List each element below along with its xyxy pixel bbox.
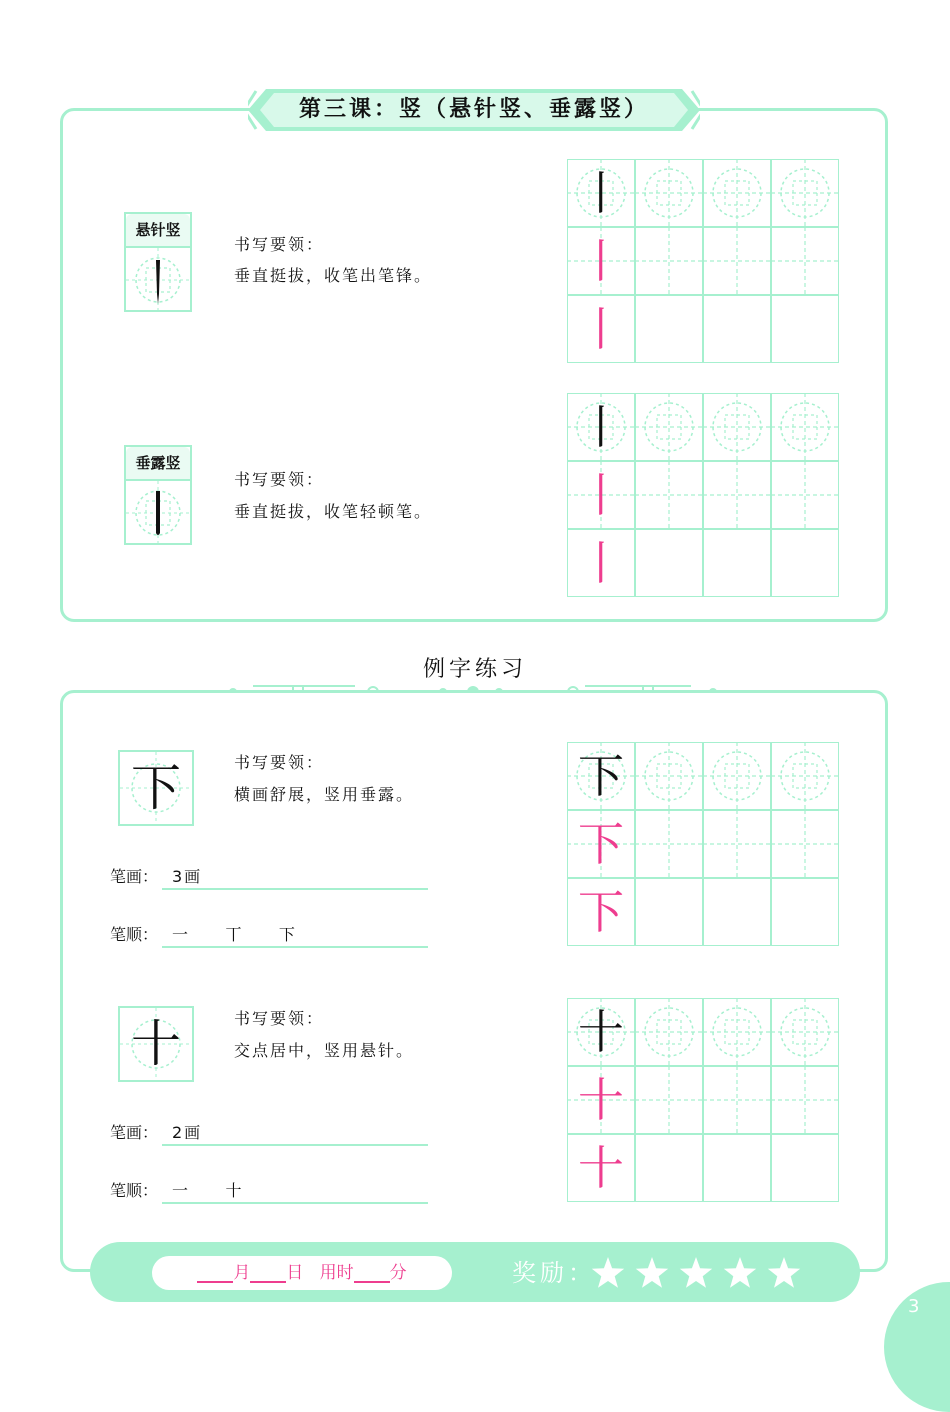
practice-glyph: 十	[578, 1073, 624, 1127]
tip-text: 交点居中，竖用悬针。	[234, 1041, 415, 1060]
practice-glyph: 下	[578, 749, 624, 803]
stroke-order-row	[110, 1178, 244, 1201]
practice-grid-shi[interactable]	[567, 998, 839, 1202]
practice-grid-chuilu[interactable]	[567, 393, 839, 597]
stroke-glyph-icon	[126, 481, 190, 545]
tip-label: 书写要领：	[234, 753, 325, 772]
tip-text: 垂直挺拔，收笔出笔锋。	[234, 266, 433, 285]
star-icon	[724, 1257, 756, 1288]
month-label: 月	[233, 1263, 251, 1283]
stroke-name: 悬针竖	[126, 214, 190, 248]
practice-glyph: 丨	[578, 468, 624, 522]
reward-label: 奖励：	[512, 1259, 596, 1287]
tip-text: 横画舒展，竖用垂露。	[234, 785, 415, 804]
stroke-count-row	[110, 1120, 203, 1143]
stroke-count-label: 笔画：	[110, 867, 159, 886]
stroke-name: 垂露竖	[126, 447, 190, 481]
practice-glyph: 丨	[578, 166, 624, 220]
practice-grid-xuanzhen[interactable]	[567, 159, 839, 363]
stroke-card-chuilu	[124, 445, 192, 545]
time-used-label: 用时	[319, 1263, 354, 1283]
stroke-order-step: 一	[172, 1181, 191, 1200]
practice-glyph: 下	[578, 817, 624, 871]
stroke-card-xuanzhen	[124, 212, 192, 312]
tip-label: 书写要领：	[234, 470, 325, 489]
practice-glyph: 丨	[578, 536, 624, 590]
tip-label: 书写要领：	[234, 1009, 325, 1028]
stroke-order-step: 一	[172, 925, 191, 944]
page-number-badge	[884, 1282, 950, 1412]
stroke-order-row	[110, 922, 297, 945]
example-char: 十	[131, 1015, 181, 1073]
example-char-box	[118, 750, 194, 826]
example-char-box	[118, 1006, 194, 1082]
practice-glyph: 丨	[578, 302, 624, 356]
date-time-field[interactable]	[152, 1256, 452, 1290]
tip-label: 书写要领：	[234, 235, 325, 254]
lesson-title-banner	[248, 89, 700, 131]
page-number: 3	[908, 1296, 920, 1317]
day-label: 日	[286, 1263, 304, 1283]
star-icon	[636, 1257, 668, 1288]
practice-glyph: 下	[578, 885, 624, 939]
examples-heading: 例字练习	[422, 657, 527, 682]
stroke-order-step: 十	[225, 1181, 244, 1200]
stroke-order-step: 下	[278, 925, 297, 944]
star-icon	[592, 1257, 624, 1288]
example-char: 下	[131, 759, 181, 817]
stroke-order-label: 笔顺：	[110, 1181, 159, 1200]
stroke-count-label: 笔画：	[110, 1123, 159, 1142]
stroke-count-value: 2画	[172, 1123, 203, 1142]
stroke-order-step: 丅	[225, 925, 244, 944]
practice-grid-xia[interactable]	[567, 742, 839, 946]
stroke-glyph-icon	[126, 248, 190, 312]
stroke-count-value: 3画	[172, 867, 203, 886]
tip-text: 垂直挺拔，收笔轻顿笔。	[234, 502, 433, 521]
practice-glyph: 丨	[578, 234, 624, 288]
stroke-count-row	[110, 864, 203, 887]
practice-glyph: 丨	[578, 400, 624, 454]
practice-glyph: 十	[578, 1141, 624, 1195]
reward-stars[interactable]	[590, 1254, 810, 1294]
practice-glyph: 十	[578, 1005, 624, 1059]
star-icon	[768, 1257, 800, 1288]
minutes-label: 分	[389, 1263, 407, 1283]
lesson-title: 第三课：竖（悬针竖、垂露竖）	[298, 97, 649, 122]
stroke-order-label: 笔顺：	[110, 925, 159, 944]
star-icon	[680, 1257, 712, 1288]
